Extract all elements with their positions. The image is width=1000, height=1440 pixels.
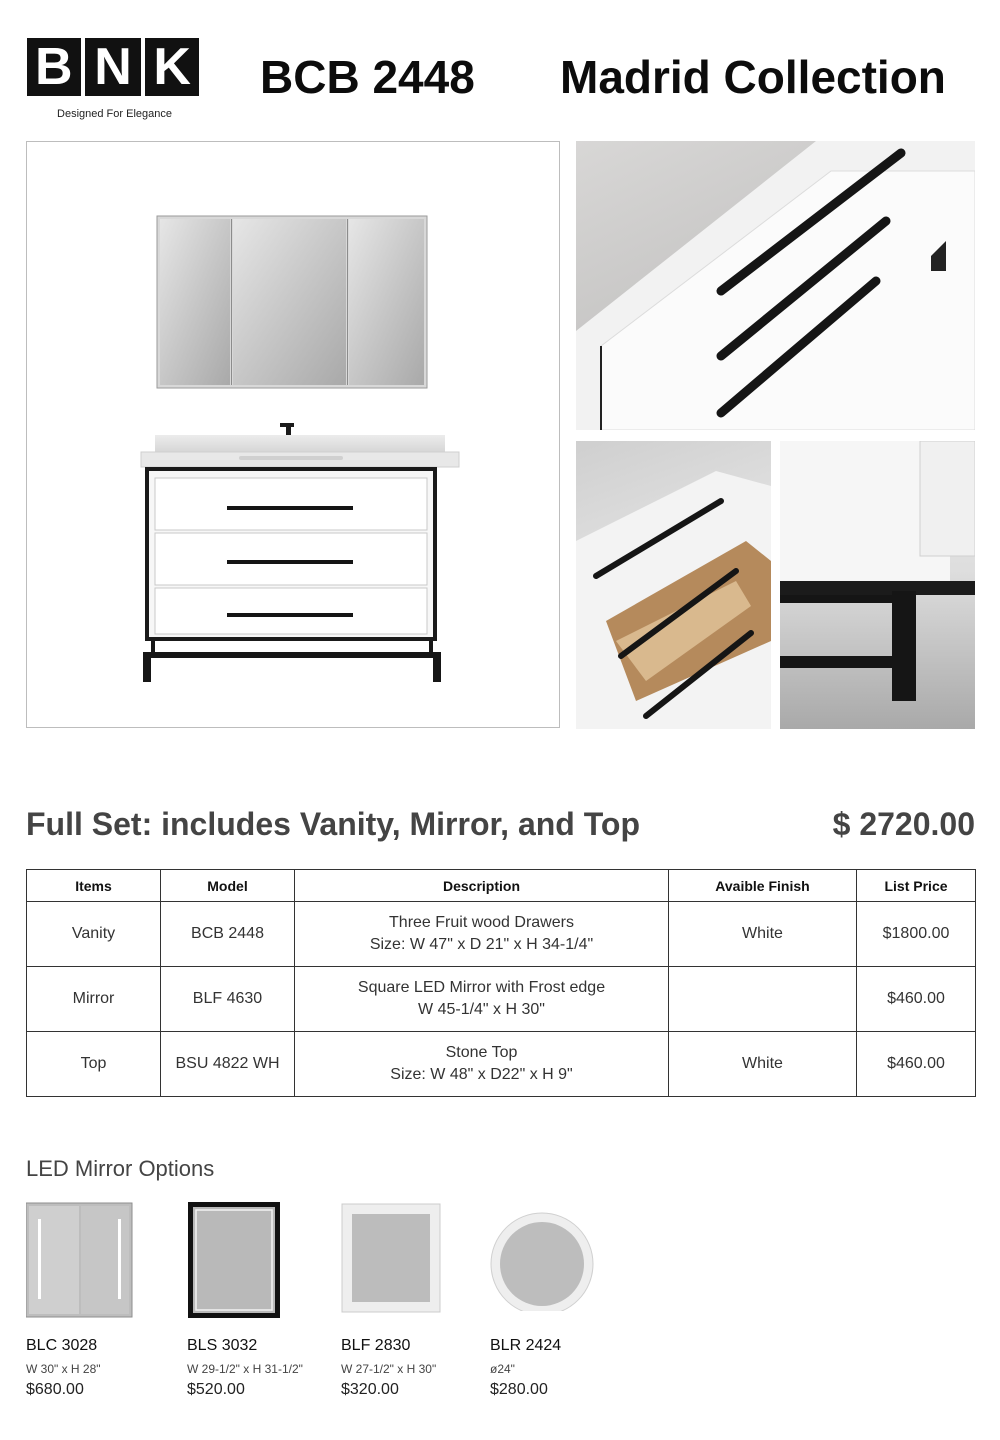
cell-item: Mirror <box>27 967 161 1032</box>
header-model: Model <box>161 870 295 902</box>
cell-description <box>295 902 669 967</box>
option-price: $520.00 <box>187 1381 245 1398</box>
description-line: Size: W 48" x D22" x H 9" <box>390 1066 573 1083</box>
black-frame-mirror-icon <box>187 1201 283 1319</box>
detail-photo-open-drawers <box>576 441 771 729</box>
option-size: W 30" x H 28" <box>26 1362 101 1376</box>
table-row <box>27 1032 976 1097</box>
option-size: W 27-1/2" x H 30" <box>341 1362 437 1376</box>
model-title: BCB 2448 <box>260 51 475 103</box>
mirror-cabinet <box>157 216 427 388</box>
logo-divider <box>81 38 85 96</box>
drawer-handles-closeup-illustration <box>576 141 975 430</box>
cell-model: BCB 2448 <box>161 902 295 967</box>
component-spec-table <box>26 869 976 1097</box>
header-description: Description <box>295 870 669 902</box>
open-drawers-illustration <box>576 441 771 729</box>
option-model: BLF 2830 <box>341 1337 411 1354</box>
collection-title: Madrid Collection <box>560 51 946 103</box>
cell-item: Vanity <box>27 902 161 967</box>
sink-basin <box>239 456 343 460</box>
header-items: Items <box>27 870 161 902</box>
drawer-handle <box>227 560 353 564</box>
option-price: $280.00 <box>490 1381 548 1398</box>
main-product-image <box>26 141 560 728</box>
option-price: $320.00 <box>341 1381 399 1398</box>
cell-finish: White <box>669 1032 857 1097</box>
header-list-price: List Price <box>857 870 976 902</box>
vanity-set-illustration <box>27 142 559 727</box>
table-row <box>27 902 976 967</box>
option-model: BLR 2424 <box>490 1337 562 1354</box>
cell-price: $460.00 <box>857 1032 976 1097</box>
logo-letter-n: N <box>94 38 132 96</box>
cell-description <box>295 1032 669 1097</box>
option-model: BLC 3028 <box>26 1337 98 1354</box>
cell-price: $1800.00 <box>857 902 976 967</box>
backsplash <box>155 435 445 452</box>
vanity-cabinet <box>145 467 437 641</box>
cell-model: BLF 4630 <box>161 967 295 1032</box>
cabinet-leg-illustration <box>780 441 975 729</box>
led-mirror-options-title: LED Mirror Options <box>26 1156 215 1181</box>
option-model: BLS 3032 <box>187 1337 258 1354</box>
full-set-description: Full Set: includes Vanity, Mirror, and Top <box>26 806 640 842</box>
cell-finish <box>669 967 857 1032</box>
full-set-price: $ 2720.00 <box>832 806 975 842</box>
cell-price: $460.00 <box>857 967 976 1032</box>
option-size: W 29-1/2" x H 31-1/2" <box>187 1362 303 1376</box>
round-mirror-icon <box>490 1201 598 1311</box>
brand-logo <box>27 38 199 96</box>
metal-legs <box>143 641 441 682</box>
medicine-cabinet-mirror-icon <box>26 1201 134 1319</box>
description-line: Three Fruit wood Drawers <box>389 914 574 931</box>
table-header-row <box>27 870 976 902</box>
logo-letter-b: B <box>35 38 73 96</box>
option-size: ø24" <box>490 1362 515 1376</box>
logo-divider <box>141 38 145 96</box>
cell-item: Top <box>27 1032 161 1097</box>
detail-photo-drawer-handles <box>576 141 975 430</box>
description-line: Size: W 47" x D 21" x H 34-1/4" <box>369 936 594 953</box>
frost-edge-mirror-icon <box>341 1201 441 1313</box>
description-line: Square LED Mirror with Frost edge <box>357 979 606 996</box>
brand-tagline: Designed For Elegance <box>57 108 172 120</box>
table-row <box>27 967 976 1032</box>
detail-photo-leg <box>780 441 975 729</box>
drawer-handle <box>227 613 353 617</box>
cell-model: BSU 4822 WH <box>161 1032 295 1097</box>
cell-description <box>295 967 669 1032</box>
cell-finish: White <box>669 902 857 967</box>
logo-letter-k: K <box>153 38 191 96</box>
header-finish: Avaible Finish <box>669 870 857 902</box>
option-price: $680.00 <box>26 1381 84 1398</box>
description-line: Stone Top <box>445 1044 518 1061</box>
description-line: W 45-1/4" x H 30" <box>418 1001 545 1018</box>
drawer-handle <box>227 506 353 510</box>
